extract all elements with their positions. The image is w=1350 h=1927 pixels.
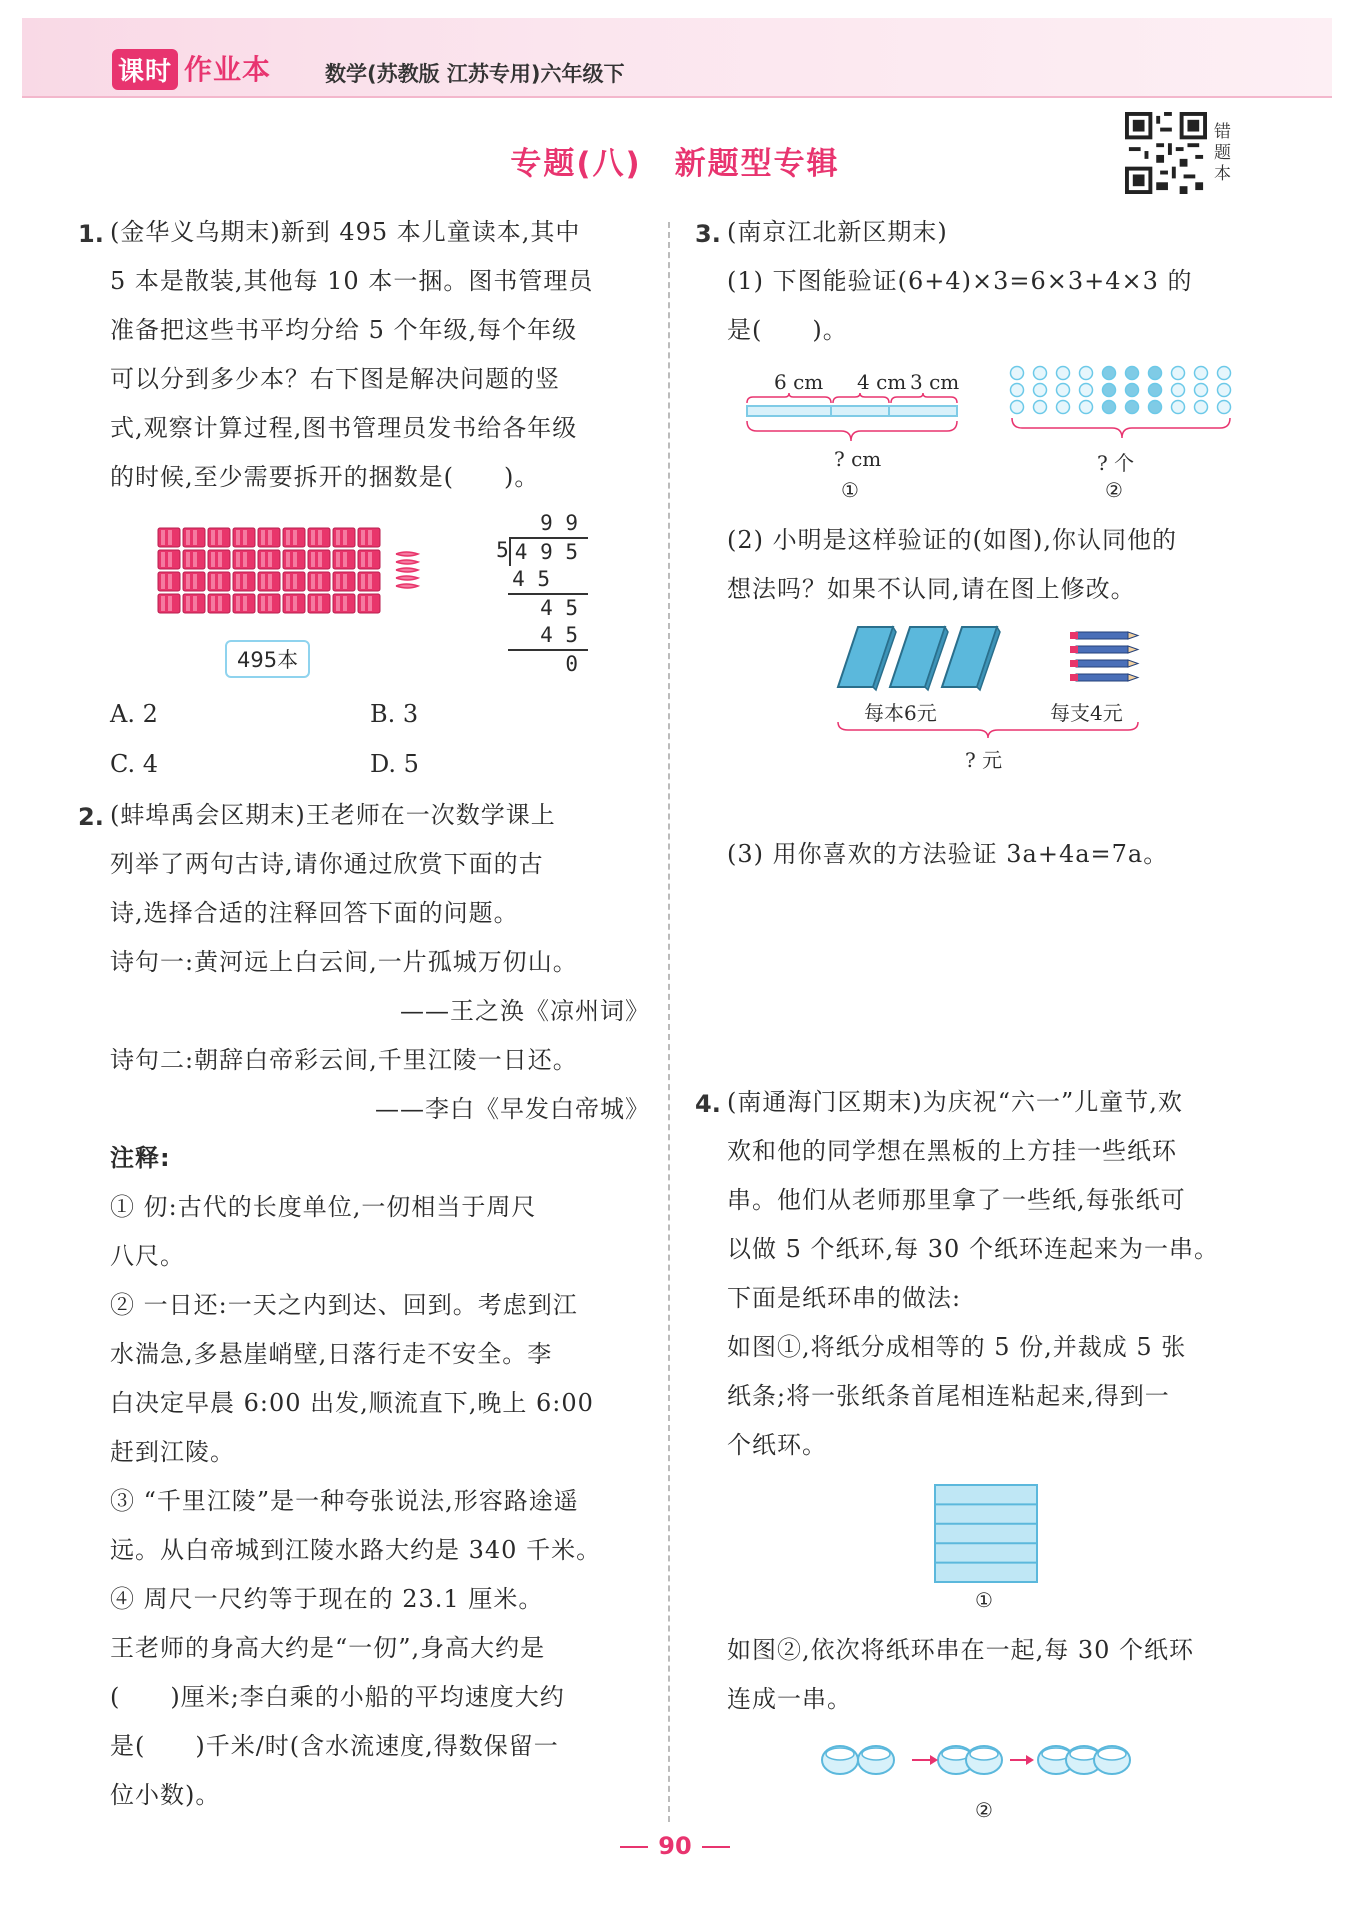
dot-icon bbox=[1149, 384, 1162, 397]
division-dividend: 4 9 5 bbox=[509, 537, 588, 566]
dot-icon bbox=[1172, 367, 1185, 380]
dot-icon bbox=[1126, 367, 1139, 380]
book-bundle-icon bbox=[358, 594, 380, 613]
book-bundle-icon bbox=[183, 594, 205, 613]
book-bundle-icon bbox=[283, 572, 305, 591]
answer-line: 是( )千米/时(含水流速度,得数保留一 bbox=[110, 1732, 559, 1760]
q4-line: (南通海门区期末)为庆祝“六一”儿童节,欢 bbox=[727, 1088, 1183, 1116]
division-step: 4 5 bbox=[508, 622, 588, 651]
q1-option-a[interactable]: A. 2 bbox=[110, 700, 158, 728]
paper-ring-icon bbox=[1094, 1746, 1130, 1774]
q3-part1-line: 是( )。 bbox=[727, 316, 848, 344]
column-divider bbox=[668, 222, 670, 1822]
q2-line: 列举了两句古诗,请你通过欣赏下面的古 bbox=[110, 850, 544, 878]
total-price-label: ? 元 bbox=[965, 748, 1003, 772]
seg-total-label: ? cm bbox=[834, 447, 882, 471]
division-remainder: 0 bbox=[565, 652, 578, 676]
arrow-icon bbox=[912, 1755, 938, 1765]
loose-book-icon bbox=[396, 560, 418, 564]
answer-line: ( )厘米;李白乘的小船的平均速度大约 bbox=[110, 1683, 565, 1711]
dot-icon bbox=[1172, 401, 1185, 414]
paper-rings-figure bbox=[820, 1732, 1160, 1792]
q3-part2-line: 想法吗？如果不认同,请在图上修改。 bbox=[727, 575, 1136, 603]
dot-grid-figure bbox=[1008, 363, 1238, 445]
q4-line: 下面是纸环串的做法: bbox=[727, 1284, 962, 1312]
q2-number: 2. bbox=[78, 803, 104, 831]
dot-icon bbox=[1218, 367, 1231, 380]
book-count-label: 495本 bbox=[225, 640, 310, 678]
poem-one: 诗句一:黄河远上白云间,一片孤城万仞山。 bbox=[110, 948, 578, 976]
brand-logo bbox=[112, 50, 271, 88]
arrow-icon bbox=[1010, 1755, 1034, 1765]
dot-total-label: ? 个 bbox=[1097, 451, 1135, 475]
notes-title: 注释: bbox=[110, 1144, 171, 1172]
division-quotient: 9 9 bbox=[540, 511, 578, 535]
seg-label-3cm: 3 cm bbox=[910, 370, 960, 394]
q4-line: 欢和他的同学想在黑板的上方挂一些纸环 bbox=[727, 1137, 1177, 1165]
note-line: 白决定早晨 6:00 出发,顺流直下,晚上 6:00 bbox=[110, 1389, 594, 1417]
figure-mark-q4-1: ① bbox=[975, 1588, 993, 1612]
book-bundle-icon bbox=[258, 594, 280, 613]
book-bundles-figure bbox=[154, 522, 454, 637]
division-step: 4 5 bbox=[508, 566, 588, 595]
book-bundle-icon bbox=[233, 528, 255, 547]
dot-icon bbox=[1034, 367, 1047, 380]
book-bundle-icon bbox=[183, 550, 205, 569]
book-bundle-icon bbox=[158, 572, 180, 591]
poem-one-source: ——王之涣《凉州词》 bbox=[400, 997, 650, 1025]
q1-line: 准备把这些书平均分给 5 个年级,每个年级 bbox=[110, 316, 578, 344]
dot-icon bbox=[1218, 401, 1231, 414]
book-bundle-icon bbox=[283, 528, 305, 547]
long-division bbox=[478, 510, 588, 678]
seg-label-6cm: 6 cm bbox=[774, 370, 824, 394]
q2-text bbox=[110, 791, 650, 1820]
book-bundle-icon bbox=[333, 528, 355, 547]
division-step: 4 5 bbox=[540, 596, 578, 620]
note-line: 八尺。 bbox=[110, 1242, 185, 1270]
dot-icon bbox=[1057, 384, 1070, 397]
note-line: ② 一日还:一天之内到达、回到。考虑到江 bbox=[110, 1291, 578, 1319]
pen-icon bbox=[1070, 632, 1138, 639]
q1-line: 5 本是散装,其他每 10 本一捆。图书管理员 bbox=[110, 267, 594, 295]
q1-line: (金华义乌期末)新到 495 本儿童读本,其中 bbox=[110, 218, 581, 246]
dot-icon bbox=[1034, 401, 1047, 414]
poem-two-source: ——李白《早发白帝城》 bbox=[375, 1095, 650, 1123]
book-bundle-icon bbox=[183, 528, 205, 547]
book-bundle-icon bbox=[333, 572, 355, 591]
book-bundle-icon bbox=[183, 572, 205, 591]
paper-ring-icon bbox=[858, 1746, 894, 1774]
q3-text bbox=[727, 208, 1267, 355]
q2-line: (蚌埠禹会区期末)王老师在一次数学课上 bbox=[110, 801, 556, 829]
paper-ring-icon bbox=[822, 1746, 858, 1774]
book-bundle-icon bbox=[208, 528, 230, 547]
dot-icon bbox=[1149, 367, 1162, 380]
book-bundle-icon bbox=[258, 528, 280, 547]
note-line: ① 仞:古代的长度单位,一仞相当于周尺 bbox=[110, 1193, 537, 1221]
loose-book-icon bbox=[396, 584, 418, 588]
q3-head: (南京江北新区期末) bbox=[727, 218, 948, 246]
pen-icon bbox=[1070, 674, 1138, 681]
book-icon bbox=[942, 627, 1000, 690]
paper-ring-icon bbox=[966, 1746, 1002, 1774]
note-line: ③ “千里江陵”是一种夸张说法,形容路途遥 bbox=[110, 1487, 579, 1515]
note-line: 赶到江陵。 bbox=[110, 1438, 235, 1466]
logo-box: 课时 bbox=[112, 49, 178, 90]
note-line: 远。从白帝城到江陵水路大约是 340 千米。 bbox=[110, 1536, 602, 1564]
book-bundle-icon bbox=[283, 594, 305, 613]
q4-line: 连成一串。 bbox=[727, 1685, 852, 1713]
book-bundle-icon bbox=[233, 550, 255, 569]
q1-option-d[interactable]: D. 5 bbox=[370, 750, 419, 778]
dot-icon bbox=[1218, 384, 1231, 397]
book-bundle-icon bbox=[358, 550, 380, 569]
book-bundle-icon bbox=[158, 550, 180, 569]
note-line: 水湍急,多悬崖峭壁,日落行走不安全。李 bbox=[110, 1340, 553, 1368]
book-bundle-icon bbox=[308, 572, 330, 591]
pen-icon bbox=[1070, 646, 1138, 653]
q4-text-2 bbox=[727, 1626, 1272, 1724]
q3-part2-line: (2) 小明是这样验证的(如图),你认同他的 bbox=[727, 526, 1177, 554]
answer-line: 位小数)。 bbox=[110, 1781, 221, 1809]
dot-icon bbox=[1080, 401, 1093, 414]
loose-book-icon bbox=[396, 568, 418, 572]
division-divisor: 5 bbox=[496, 538, 509, 562]
q2-line: 诗,选择合适的注释回答下面的问题。 bbox=[110, 899, 519, 927]
loose-book-icon bbox=[396, 576, 418, 580]
book-bundle-icon bbox=[333, 550, 355, 569]
dot-icon bbox=[1080, 384, 1093, 397]
book-icon bbox=[890, 627, 948, 690]
book-price: 每本6元 bbox=[864, 701, 937, 725]
book-bundle-icon bbox=[158, 528, 180, 547]
paper-strips-figure bbox=[934, 1484, 1038, 1584]
book-bundle-icon bbox=[258, 550, 280, 569]
page-title: 专题(八) 新题型专辑 bbox=[510, 146, 840, 182]
dot-icon bbox=[1103, 401, 1116, 414]
book-icon bbox=[838, 627, 896, 690]
book-bundle-icon bbox=[308, 528, 330, 547]
dot-icon bbox=[1080, 367, 1093, 380]
dot-icon bbox=[1011, 384, 1024, 397]
q1-line: 可以分到多少本？右下图是解决问题的竖 bbox=[110, 365, 560, 393]
q4-line: 个纸环。 bbox=[727, 1431, 827, 1459]
book-bundle-icon bbox=[333, 594, 355, 613]
q1-line: 式,观察计算过程,图书管理员发书给各年级 bbox=[110, 414, 578, 442]
dot-icon bbox=[1195, 367, 1208, 380]
loose-book-icon bbox=[396, 552, 418, 556]
q3-part3: (3) 用你喜欢的方法验证 3a+4a=7a。 bbox=[727, 840, 1169, 868]
book-bundle-icon bbox=[283, 550, 305, 569]
q4-line: 纸条;将一张纸条首尾相连粘起来,得到一 bbox=[727, 1382, 1170, 1410]
poem-two: 诗句二:朝辞白帝彩云间,千里江陵一日还。 bbox=[110, 1046, 578, 1074]
dot-icon bbox=[1034, 384, 1047, 397]
dot-icon bbox=[1011, 401, 1024, 414]
book-bundle-icon bbox=[308, 550, 330, 569]
q3-number: 3. bbox=[695, 220, 721, 248]
figure-mark-2: ② bbox=[1105, 478, 1123, 502]
q1-text bbox=[110, 208, 650, 502]
dot-icon bbox=[1126, 384, 1139, 397]
book-bundle-icon bbox=[158, 594, 180, 613]
qr-code-icon[interactable] bbox=[1125, 112, 1207, 194]
q1-line: 的时候,至少需要拆开的捆数是( )。 bbox=[110, 463, 540, 491]
answer-line: 王老师的身高大约是“一仞”,身高大约是 bbox=[110, 1634, 546, 1662]
book-bundle-icon bbox=[233, 572, 255, 591]
q4-line: 串。他们从老师那里拿了一些纸,每张纸可 bbox=[727, 1186, 1186, 1214]
q3-part1-line: (1) 下图能验证(6+4)×3=6×3+4×3 的 bbox=[727, 267, 1193, 295]
q1-option-c[interactable]: C. 4 bbox=[110, 750, 159, 778]
book-bundle-icon bbox=[258, 572, 280, 591]
dot-icon bbox=[1149, 401, 1162, 414]
pen-icon bbox=[1070, 660, 1138, 667]
figure-mark-q4-2: ② bbox=[975, 1798, 993, 1822]
subject-label: 数学(苏教版 江苏专用)六年级下 bbox=[325, 62, 625, 86]
book-bundle-icon bbox=[358, 572, 380, 591]
dot-icon bbox=[1103, 384, 1116, 397]
pen-price: 每支4元 bbox=[1050, 701, 1123, 725]
q4-text bbox=[727, 1078, 1272, 1470]
figure-mark-1: ① bbox=[841, 478, 859, 502]
book-bundle-icon bbox=[233, 594, 255, 613]
qr-label: 错题本 bbox=[1214, 122, 1231, 184]
dot-icon bbox=[1011, 367, 1024, 380]
dot-icon bbox=[1103, 367, 1116, 380]
note-line: ④ 周尺一尺约等于现在的 23.1 厘米。 bbox=[110, 1585, 544, 1613]
dot-icon bbox=[1195, 401, 1208, 414]
dot-icon bbox=[1057, 367, 1070, 380]
seg-label-4cm: 4 cm bbox=[857, 370, 907, 394]
logo-text: 作业本 bbox=[184, 52, 272, 86]
book-bundle-icon bbox=[358, 528, 380, 547]
dot-icon bbox=[1126, 401, 1139, 414]
dot-icon bbox=[1172, 384, 1185, 397]
book-bundle-icon bbox=[208, 594, 230, 613]
dot-icon bbox=[1057, 401, 1070, 414]
book-bundle-icon bbox=[208, 550, 230, 569]
q4-line: 如图①,将纸分成相等的 5 份,并裁成 5 张 bbox=[727, 1333, 1187, 1361]
q1-option-b[interactable]: B. 3 bbox=[370, 700, 419, 728]
q1-number: 1. bbox=[78, 220, 104, 248]
q4-line: 以做 5 个纸环,每 30 个纸环连起来为一串。 bbox=[727, 1235, 1219, 1263]
book-bundle-icon bbox=[308, 594, 330, 613]
q3-part2 bbox=[727, 516, 1267, 614]
dot-icon bbox=[1195, 384, 1208, 397]
page-number: 90 bbox=[0, 1832, 1350, 1860]
q4-number: 4. bbox=[695, 1090, 721, 1118]
book-bundle-icon bbox=[208, 572, 230, 591]
q4-line: 如图②,依次将纸环串在一起,每 30 个纸环 bbox=[727, 1636, 1195, 1664]
